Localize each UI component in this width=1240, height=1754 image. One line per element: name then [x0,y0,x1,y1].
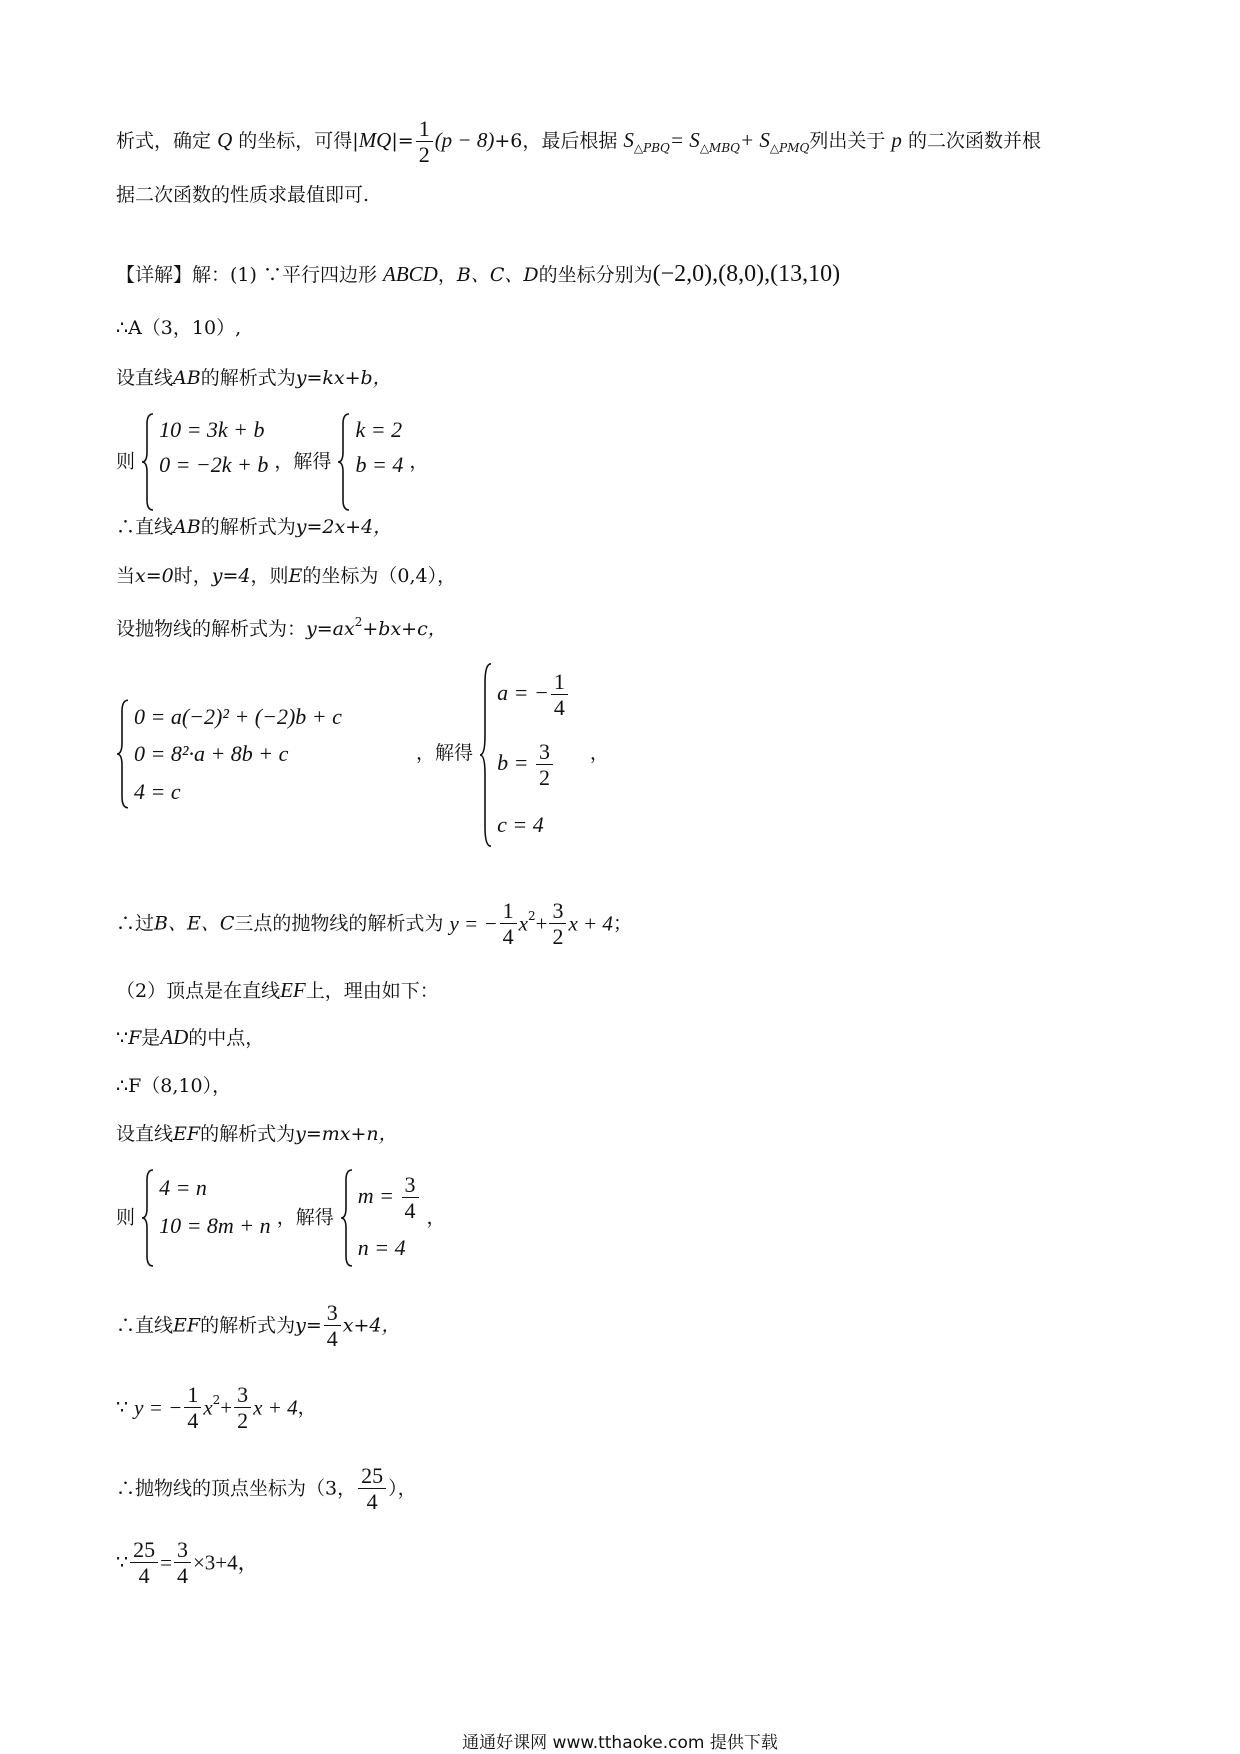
equation-row: n = 4 [357,1235,406,1261]
equation-row: 10 = 8m + n [159,1212,271,1238]
equation-row: m = $\frac{3}{4}$ [358,1172,421,1224]
var-ABCD: ABCD [383,262,438,286]
text-line-14: ∴F（8,10）， [116,1075,232,1097]
equation-row: k = 2 [355,417,403,442]
text: 的坐标，可得| [238,129,359,152]
text: 列出关于 [809,129,886,152]
equation-row: b = $\frac{3}{2}$ [497,739,570,791]
area-S: + S [739,127,770,152]
fraction-one-half: $\frac{1}{2}$ [416,116,433,168]
system [141,412,268,512]
page-footer: 通通好课网 www.tthaoke.com 提供下载 [462,1733,778,1753]
left-brace-icon [337,412,351,512]
equation-row: 10 = 3k + b [159,417,265,442]
text: +6，最后根据 [494,129,618,152]
equation: y=2x+4， [295,516,393,538]
equation: y=kx+b， [295,367,392,389]
text-line-20: ∵ $\frac{25}{4}$ = $\frac{3}{4}$ ×3+4， [116,1537,259,1589]
text: 的坐标分别为 [538,264,653,286]
text-line-9: 设抛物线的解析式为：$y=ax^2+bx+c$， [116,615,447,640]
area-S: S [623,127,634,152]
text-line-17: ∴直线EF的解析式为y= $\frac{3}{4}$ x+4， [116,1300,401,1352]
equation-system-2: 0 = a(−2)² + (−2)b + c 0 = 8²·a + 8b + c 4 = c ，解得 a = − $\frac{1}{4}$ b = $\frac{3}{2}$ c = 4 ， [116,660,609,850]
equation-row: 0 = −2k + b [159,452,269,477]
system [141,1168,271,1268]
equation-row: 4 = c [134,778,181,804]
text-line-1 [116,116,1041,168]
system [116,698,380,810]
coordinates: (−2,0),(8,0),(13,10) [652,261,841,287]
text: |= [391,129,414,152]
equation-row: a = − $\frac{1}{4}$ [497,669,570,721]
left-brace-icon [141,1168,155,1268]
var-BCD: B、C、D [456,264,539,286]
subscript: △PBQ [633,140,670,155]
fraction-one-quarter: $\frac{1}{4}$ [500,898,517,950]
equation-row: 4 = n [159,1174,207,1200]
var-Q: Q [217,127,233,152]
equation-system-3: 则 4 = n 10 = 8m + n ，解得 m = $\frac{3}{4}$ n = 4 ， [116,1168,446,1268]
left-brace-icon [116,698,130,810]
equation-row: b = 4 [355,452,404,477]
equation-system-1: 则 10 = 3k + b 0 = −2k + b ，解得 k = 2 b = 4 ， [116,412,428,512]
left-brace-icon [141,412,155,512]
text-line-3 [116,262,840,286]
var-MQ: MQ [358,127,392,152]
fraction-25-over-4: $\frac{25}{4}$ [358,1463,386,1515]
text-line-4: ∴A（3，10）, [116,317,242,339]
subscript: △MBQ [699,140,740,155]
left-brace-icon [479,660,493,850]
text-line-13: ∵F是AD的中点， [116,1025,265,1049]
fraction-three-quarters: $\frac{3}{4}$ [324,1300,341,1352]
text-line-11: ∴过B、E、C三点的抛物线的解析式为 y = − $\frac{1}{4}$ $x^2+$ $\frac{3}{2}$ x + 4； [116,898,632,950]
left-brace-icon [340,1168,354,1268]
text-line-7: ∴直线AB的解析式为y=2x+4， [116,516,393,538]
equation-row: 0 = 8²·a + 8b + c [134,741,289,767]
text-line-5: 设直线AB的解析式为y=kx+b， [116,367,392,389]
var-AB: AB [173,367,201,389]
solution [340,1168,421,1268]
text: 的二次函数并根 [907,129,1041,152]
area-S: = S [669,127,700,152]
text-line-2: 据二次函数的性质求最值即可. [116,184,370,206]
text: 【详解】解：(1) ∵平行四边形 [116,264,377,286]
text-line-15: 设直线EF的解析式为y=mx+n， [116,1123,398,1145]
text: ， [437,264,457,286]
text: 析式，确定 [116,129,212,152]
fraction-three-halves: $\frac{3}{2}$ [549,898,566,950]
text-line-19: ∴抛物线的顶点坐标为（3， $\frac{25}{4}$ ）， [116,1463,417,1515]
var-p: p [891,127,902,152]
solution [479,660,570,850]
expr-p-minus-8: (p − 8) [434,127,495,152]
text-line-8: 当x=0时，y=4，则E的坐标为（0,4）， [116,565,457,587]
text-line-18: ∵ y = − $\frac{1}{4}$ $x^2+$ $\frac{3}{2}$ x + 4， [116,1382,317,1434]
text-line-12: （2）顶点是在直线EF上，理由如下： [116,978,439,1002]
subscript: △PMQ [769,140,810,155]
solution [337,412,403,512]
equation-row: c = 4 [497,812,544,838]
equation-row: 0 = a(−2)² + (−2)b + c [134,704,342,730]
